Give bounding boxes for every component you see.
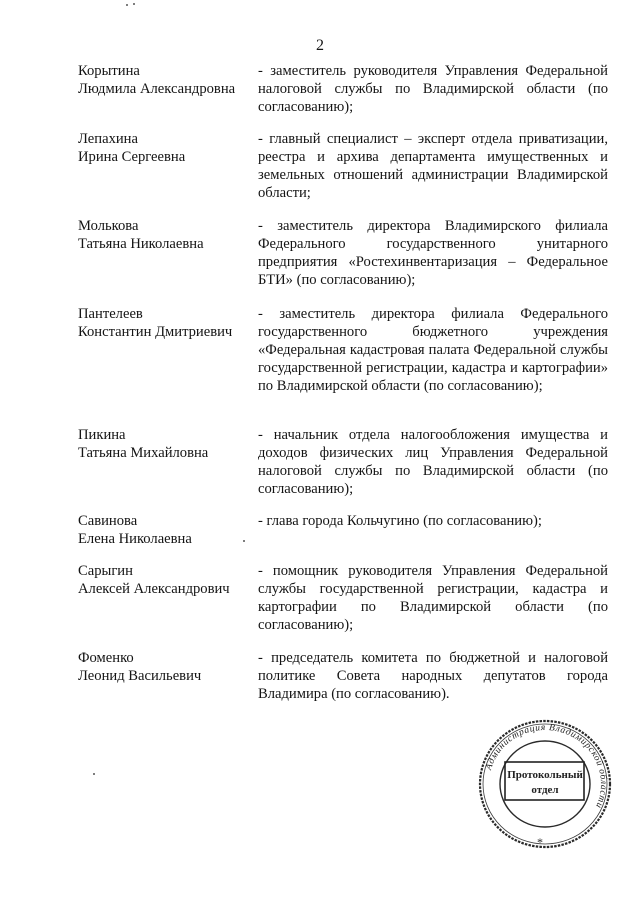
member-role: - председатель комитета по бюджетной и налоговой политике Совета народных депутатов города Владимира (по согласованию). (258, 650, 608, 702)
stamp-center-line-1: Протокольный (507, 769, 583, 781)
member-surname: Лепахина (78, 131, 138, 147)
member-surname: Савинова (78, 513, 138, 529)
member-surname: Корытина (78, 63, 140, 79)
member-name (78, 562, 256, 598)
member-surname: Пикина (78, 427, 126, 443)
member-name (78, 305, 256, 341)
member-role: - заместитель директора филиала Федерального государственного бюджетного учреждения «Федеральная кадастровая палата Федеральной службы государственной регистрации, кадастра и картографии» по Владимирской области (по согласованию); (258, 306, 608, 394)
member-given-names: Алексей Александрович (78, 581, 230, 597)
member-name (78, 62, 256, 98)
member-role: - начальник отдела налогообложения имущества и доходов физических лиц Управления Федеральной налоговой службы по Владимирской области (по согласованию); (258, 427, 608, 497)
scan-speck (126, 4, 128, 6)
member-name (78, 426, 256, 462)
member-name (78, 217, 256, 253)
member-role: - главный специалист – эксперт отдела приватизации, реестра и архива департамента имущественных и земельных отношений администрации Владимирской области; (258, 131, 608, 201)
scan-speck (243, 540, 245, 542)
member-surname: Фоменко (78, 650, 134, 666)
scan-speck (93, 773, 95, 775)
member-role: - заместитель директора Владимирского филиала Федерального государственного унитарного предприятия «Ростехинвентаризация – Федеральное БТИ» (по согласованию); (258, 218, 608, 288)
scan-speck (133, 3, 135, 5)
member-surname: Молькова (78, 218, 139, 234)
stamp-star: * (537, 835, 543, 849)
stamp-ring-text: Администрация Владимирской области (484, 722, 609, 810)
member-surname: Сарыгин (78, 563, 133, 579)
member-given-names: Людмила Александровна (78, 81, 236, 97)
member-role: - помощник руководителя Управления Федеральной службы государственной регистрации, кадастра и картографии по Владимирской области (по согласованию); (258, 563, 608, 633)
member-name (78, 649, 256, 685)
stamp-center-line-2: отдел (531, 784, 559, 796)
member-given-names: Леонид Васильевич (78, 668, 202, 684)
member-given-names: Константин Дмитриевич (78, 324, 233, 340)
protocol-department-stamp (477, 718, 613, 850)
member-role: - глава города Кольчугино (по согласованию); (258, 513, 542, 529)
member-name (78, 512, 256, 548)
member-given-names: Ирина Сергеевна (78, 149, 186, 165)
member-given-names: Татьяна Михайловна (78, 445, 209, 461)
member-given-names: Елена Николаевна (78, 531, 192, 547)
page-number: 2 (316, 37, 324, 54)
member-surname: Пантелеев (78, 306, 143, 322)
member-name (78, 130, 256, 166)
member-role: - заместитель руководителя Управления Федеральной налоговой службы по Владимирской области (по согласованию); (258, 63, 608, 115)
member-given-names: Татьяна Николаевна (78, 236, 204, 252)
